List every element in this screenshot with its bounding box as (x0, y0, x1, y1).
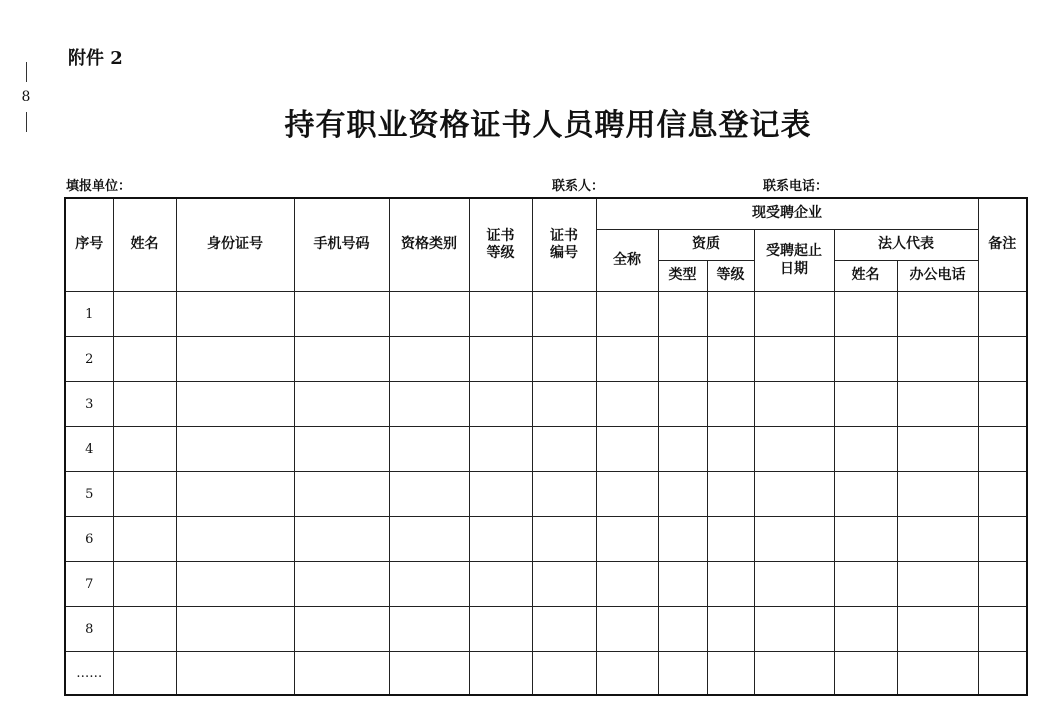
blank-cell[interactable] (707, 382, 754, 427)
row-seq-cell: 2 (65, 337, 113, 382)
table-row (65, 652, 1027, 696)
blank-cell[interactable] (897, 652, 978, 696)
blank-cell[interactable] (469, 652, 532, 696)
blank-cell[interactable] (389, 382, 469, 427)
blank-cell[interactable] (469, 607, 532, 652)
blank-cell[interactable] (469, 472, 532, 517)
row-seq-cell: 8 (65, 607, 113, 652)
header-certificate-number (532, 198, 596, 292)
blank-cell[interactable] (897, 517, 978, 562)
table-body (65, 292, 1027, 696)
blank-cell[interactable] (707, 652, 754, 696)
document-title: 持有职业资格证书人员聘用信息登记表 (284, 108, 812, 143)
page-number: 8 (21, 89, 31, 105)
blank-cell[interactable] (176, 652, 294, 696)
blank-cell[interactable] (754, 517, 834, 562)
table-row (65, 427, 1027, 472)
contact-person-label: 联系人： (552, 179, 605, 194)
blank-cell[interactable] (596, 472, 658, 517)
blank-cell[interactable] (897, 292, 978, 337)
blank-cell[interactable] (596, 292, 658, 337)
row-seq-cell: 1 (65, 292, 113, 337)
row-seq-cell: …… (65, 652, 113, 696)
header-certificate-level-line2: 等级 (486, 245, 515, 261)
header-id-number: 身份证号 (176, 198, 294, 292)
blank-cell[interactable] (294, 337, 389, 382)
header-name: 姓名 (113, 198, 176, 292)
blank-cell[interactable] (658, 517, 707, 562)
blank-cell[interactable] (294, 382, 389, 427)
blank-cell[interactable] (389, 292, 469, 337)
blank-cell[interactable] (897, 337, 978, 382)
blank-cell[interactable] (707, 472, 754, 517)
blank-cell[interactable] (389, 562, 469, 607)
blank-cell[interactable] (897, 607, 978, 652)
header-office-phone: 办公电话 (897, 261, 978, 292)
blank-cell[interactable] (658, 337, 707, 382)
blank-cell[interactable] (176, 607, 294, 652)
blank-cell[interactable] (532, 427, 596, 472)
blank-cell[interactable] (176, 427, 294, 472)
blank-cell[interactable] (596, 427, 658, 472)
blank-cell[interactable] (389, 652, 469, 696)
header-certificate-number-line2: 编号 (550, 245, 578, 261)
blank-cell[interactable] (113, 562, 176, 607)
header-legal-representative: 法人代表 (834, 230, 978, 261)
blank-cell[interactable] (176, 562, 294, 607)
blank-cell[interactable] (978, 382, 1027, 427)
blank-cell[interactable] (707, 562, 754, 607)
blank-cell[interactable] (469, 382, 532, 427)
blank-cell[interactable] (707, 607, 754, 652)
row-seq-cell: 4 (65, 427, 113, 472)
blank-cell[interactable] (294, 607, 389, 652)
header-mobile: 手机号码 (294, 198, 389, 292)
blank-cell[interactable] (596, 382, 658, 427)
header-employment-dates-line1: 受聘起止 (766, 243, 822, 259)
blank-cell[interactable] (978, 292, 1027, 337)
blank-cell[interactable] (532, 337, 596, 382)
blank-cell[interactable] (834, 427, 897, 472)
blank-cell[interactable] (658, 427, 707, 472)
blank-cell[interactable] (658, 607, 707, 652)
blank-cell[interactable] (834, 652, 897, 696)
blank-cell[interactable] (389, 337, 469, 382)
blank-cell[interactable] (978, 607, 1027, 652)
blank-cell[interactable] (834, 292, 897, 337)
blank-cell[interactable] (469, 517, 532, 562)
blank-cell[interactable] (834, 517, 897, 562)
blank-cell[interactable] (707, 427, 754, 472)
header-seq: 序号 (65, 198, 113, 292)
blank-cell[interactable] (754, 472, 834, 517)
blank-cell[interactable] (532, 517, 596, 562)
table-row (65, 337, 1027, 382)
blank-cell[interactable] (978, 517, 1027, 562)
header-representative-name: 姓名 (834, 261, 897, 292)
header-employment-dates (754, 230, 834, 292)
blank-cell[interactable] (176, 517, 294, 562)
header-certificate-level-line1: 证书 (486, 227, 515, 244)
blank-cell[interactable] (532, 562, 596, 607)
table-row (65, 382, 1027, 427)
blank-cell[interactable] (113, 337, 176, 382)
table-row (65, 292, 1027, 337)
blank-cell[interactable] (532, 472, 596, 517)
blank-cell[interactable] (113, 382, 176, 427)
blank-cell[interactable] (834, 382, 897, 427)
blank-cell[interactable] (897, 427, 978, 472)
blank-cell[interactable] (707, 337, 754, 382)
blank-cell[interactable] (176, 337, 294, 382)
blank-cell[interactable] (754, 382, 834, 427)
blank-cell[interactable] (596, 607, 658, 652)
blank-cell[interactable] (389, 517, 469, 562)
blank-cell[interactable] (897, 472, 978, 517)
blank-cell[interactable] (897, 562, 978, 607)
table-row (65, 517, 1027, 562)
blank-cell[interactable] (834, 337, 897, 382)
header-qualification: 资质 (658, 230, 754, 261)
blank-cell[interactable] (294, 652, 389, 696)
header-certificate-number-line1: 证书 (550, 227, 578, 244)
blank-cell[interactable] (389, 427, 469, 472)
header-employment-dates-line2: 日期 (780, 260, 808, 277)
blank-cell[interactable] (113, 607, 176, 652)
table-row (65, 607, 1027, 652)
blank-cell[interactable] (707, 517, 754, 562)
header-qualification-grade: 等级 (707, 261, 754, 292)
attachment-label: 附件 2 (68, 48, 123, 69)
blank-cell[interactable] (754, 562, 834, 607)
header-qualification-category: 资格类别 (389, 198, 469, 292)
blank-cell[interactable] (596, 652, 658, 696)
blank-cell[interactable] (754, 607, 834, 652)
blank-cell[interactable] (389, 607, 469, 652)
row-seq-cell: 5 (65, 472, 113, 517)
blank-cell[interactable] (113, 652, 176, 696)
blank-cell[interactable] (754, 292, 834, 337)
blank-cell[interactable] (978, 337, 1027, 382)
contact-phone-label: 联系电话： (763, 179, 829, 194)
blank-cell[interactable] (532, 292, 596, 337)
blank-cell[interactable] (176, 472, 294, 517)
registration-table (64, 197, 1028, 696)
blank-cell[interactable] (754, 427, 834, 472)
blank-cell[interactable] (658, 562, 707, 607)
header-full-name: 全称 (596, 230, 658, 292)
header-current-employer: 现受聘企业 (596, 198, 978, 230)
blank-cell[interactable] (658, 292, 707, 337)
blank-cell[interactable] (113, 427, 176, 472)
blank-cell[interactable] (978, 472, 1027, 517)
blank-cell[interactable] (978, 427, 1027, 472)
blank-cell[interactable] (469, 337, 532, 382)
blank-cell[interactable] (469, 427, 532, 472)
blank-cell[interactable] (469, 292, 532, 337)
blank-cell[interactable] (596, 337, 658, 382)
blank-cell[interactable] (113, 472, 176, 517)
blank-cell[interactable] (294, 517, 389, 562)
blank-cell[interactable] (469, 562, 532, 607)
blank-cell[interactable] (978, 562, 1027, 607)
table-row (65, 472, 1027, 517)
blank-cell[interactable] (834, 472, 897, 517)
page-mark-dash (26, 62, 27, 82)
blank-cell[interactable] (389, 472, 469, 517)
blank-cell[interactable] (754, 652, 834, 696)
reporting-unit-label: 填报单位： (66, 179, 132, 194)
blank-cell[interactable] (532, 607, 596, 652)
blank-cell[interactable] (294, 427, 389, 472)
row-seq-cell: 6 (65, 517, 113, 562)
blank-cell[interactable] (113, 517, 176, 562)
blank-cell[interactable] (113, 292, 176, 337)
blank-cell[interactable] (658, 382, 707, 427)
blank-cell[interactable] (294, 562, 389, 607)
blank-cell[interactable] (596, 562, 658, 607)
row-seq-cell: 7 (65, 562, 113, 607)
blank-cell[interactable] (897, 382, 978, 427)
header-qualification-type: 类型 (658, 261, 707, 292)
blank-cell[interactable] (658, 652, 707, 696)
header-remarks: 备注 (978, 198, 1027, 292)
blank-cell[interactable] (532, 652, 596, 696)
blank-cell[interactable] (834, 607, 897, 652)
blank-cell[interactable] (294, 292, 389, 337)
blank-cell[interactable] (294, 472, 389, 517)
blank-cell[interactable] (834, 562, 897, 607)
row-seq-cell: 3 (65, 382, 113, 427)
header-certificate-level (469, 198, 532, 292)
blank-cell[interactable] (754, 337, 834, 382)
table-row (65, 562, 1027, 607)
blank-cell[interactable] (176, 382, 294, 427)
blank-cell[interactable] (176, 292, 294, 337)
blank-cell[interactable] (658, 472, 707, 517)
blank-cell[interactable] (596, 517, 658, 562)
blank-cell[interactable] (532, 382, 596, 427)
blank-cell[interactable] (978, 652, 1027, 696)
blank-cell[interactable] (707, 292, 754, 337)
